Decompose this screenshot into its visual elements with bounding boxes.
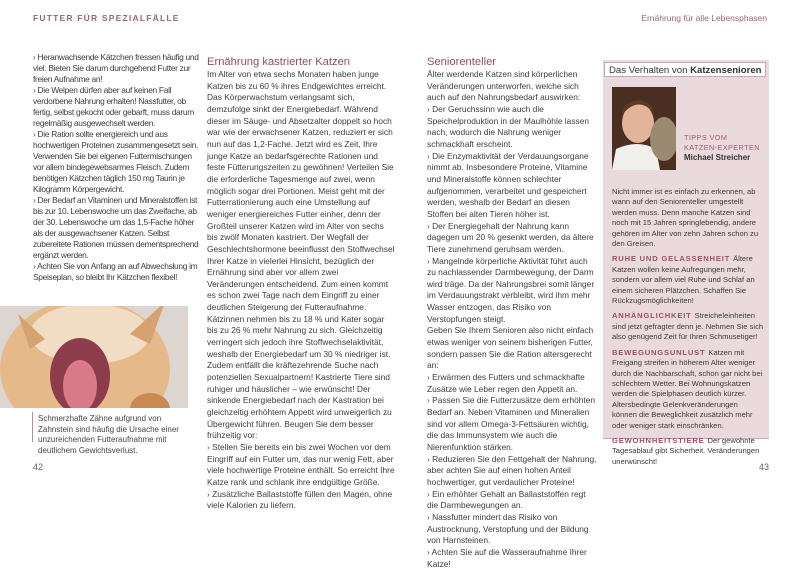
left-column <box>33 52 203 283</box>
expert-name: Michael Streicher <box>684 153 751 162</box>
section-neutered-cats <box>207 56 395 512</box>
box-text <box>612 187 764 472</box>
bullet-item: › Mangelnde körperliche Aktivität führt auch zu nachlassender Darmbewegung, der Darm wird träge. Da der Nahrungsbrei somit länger im Verdauungstrakt verbleibt, wird ihm mehr Wasser entzogen, das Risiko von Verstopfungen steigt. <box>427 256 597 326</box>
expert-tips-box <box>603 60 769 466</box>
box-intro: Nicht immer ist es einfach zu erkennen, ab wann auf den Seniorenteller umgestellt werden muss. Denn manche Katzen sind noch mit 15 Jahren springlebendig, andere gehören im Alter von zehn Jahren schon zu den Greisen. <box>612 187 759 249</box>
expert-credit <box>684 133 760 163</box>
box-item-keyword: RUHE UND GELASSENHEIT <box>612 254 731 264</box>
page-number-left: 42 <box>33 462 44 472</box>
body-text: Geben Sie Ihrem Senioren also nicht einfach etwas weniger von seinem bisherigen Futter, sondern passen Sie die Ration altersgerecht an: <box>427 325 594 371</box>
bullet-item: › Passen Sie die Futterzusätze dem erhöhten Bedarf an. Neben Vitaminen und Mineralien sind vor allem Omega-3-Fettsäuren wichtig, die das Immunsystem wie auch die Nierenfunktion stärken. <box>427 395 597 453</box>
section-heading: Seniorenteller <box>427 56 497 68</box>
bullet-item: › Erwärmen des Futters und schmackhafte Zusätze wie Leber regen den Appetit an. <box>427 372 597 395</box>
caption-rule <box>32 412 33 442</box>
bullet-item: › Der Bedarf an Vitaminen und Mineralstoffen ist bis zur 10. Lebenswoche um das Zweifache, ab der 30. Lebenswoche um das 1,5-Fache höher als der ausgewachsener Katzen. Selbst zubereitete Rationen müssen dementsprechend ergänzt werden. <box>33 195 203 261</box>
section-heading: Ernährung kastrierter Katzen <box>207 56 351 68</box>
body-text: Älter werdende Katzen sind körperlichen Veränderungen unterworfen, welche sich auch auf den Nahrungsbedarf auswirken: <box>427 69 581 103</box>
yawning-cat-photo <box>0 306 188 408</box>
box-item-text: Der gewohnte Tagesablauf gibt Sicherheit. Veränderungen unerwünscht! <box>612 435 760 466</box>
bullet-item: › Stellen Sie bereits ein bis zwei Wochen vor dem Eingriff auf ein Futter um, das nur wenig Fett, aber viele hochwertige Proteine enthält. So erreicht Ihre Katze rank und schlank ihre endgültige Größe. <box>207 442 395 489</box>
bullet-item: › Der Geruchssinn wie auch die Speichelproduktion in der Maulhöhle lassen nach, wodurch die Nahrung weniger schmackhaft erscheint. <box>427 104 597 151</box>
tips-label: KATZEN-EXPERTEN <box>684 143 760 152</box>
box-item <box>612 311 764 342</box>
bullet-item: › Die Enzymaktivität der Verdauungsorgane nimmt ab. Insbesondere Proteine, Vitamine und Mineralstoffe können schlechter aufgenommen, verarbeitet und gespeichert werden, weshalb der Bedarf an diesen Stoffen bei alten Tieren höher ist. <box>427 151 597 221</box>
box-title-bold: Katzensenioren <box>690 65 762 76</box>
box-item-text: Katzen mit Freigang streifen in höherem Alter weniger durch die Nachbarschaft, schon gar nicht bei schlechtem Wetter. Bei Wohnungskatzen werden die Spielphasen deutlich kürzer. Altersbedingte Gelenkveränderungen können die Beweglichkeit zusätzlich mehr oder weniger stark einschränken. <box>612 347 763 430</box>
bullet-item: › Der Energiegehalt der Nahrung kann dagegen um 20 % gesenkt werden, da ältere Tiere zunehmend geruhsam werden. <box>427 221 597 256</box>
box-item <box>612 436 764 467</box>
box-item-keyword: GEWOHNHEITSTIERE <box>612 435 705 445</box>
box-item-keyword: ANHÄNGLICHKEIT <box>612 311 692 321</box>
bullet-item: › Reduzieren Sie den Fettgehalt der Nahrung, aber achten Sie auf einen hohen Anteil hochwertiger, gut verdaulicher Proteine! <box>427 454 597 489</box>
bullet-item: › Die Welpen dürfen aber auf keinen Fall verdorbene Nahrung erhalten! Nassfutter, ob fertig, selbst gekocht oder gebarft, muss darum regelmäßig ausgewechselt werden. <box>33 85 203 129</box>
section-senior-cats <box>427 56 597 570</box>
box-title-plain: Das Verhalten von <box>609 65 691 76</box>
body-text: Im Alter von etwa sechs Monaten haben junge Katzen bis zu 60 % ihres Endgewichtes erreicht. Das Körperwachstum verlangsamt sich, demzufolge sinkt der Energiebedarf. Während dieser im Säuge- und Absetzalter doppelt so hoch war wie der erwachsener Katzen, reduziert er sich nun auf das 1,2-Fache. Jetzt wird es Zeit, Ihre junge Katze an bedarfsgerechte Rationen und feste Fütterungszeiten zu gewöhnen! Verteilen Sie die erforderliche Tagesmenge auf zwei, wenn möglich sogar drei Portionen. Meist geht mit der Futterrationierung auch eine Umstellung auf weniger energiereiches Futter einher, denn der Großteil unserer Katzen wird im Alter von sechs bis zwölf Monaten kastriert. Der Wegfall der Geschlechtshormone beeinflusst den Stoffwechsel Ihrer Katze in vielerlei Hinsicht, bezüglich der Ernährung sind aber vor allem zwei Veränderungen entscheidend. Zum einen kommt es schon zwei Tage nach dem Eingriff zu einer deutlichen Steigerung der Futteraufnahme. Kätzinnen nehmen bis zu 18 % und Kater sogar bis zu 26 % mehr Nahrung zu sich. Gleichzeitig verringert sich jedoch ihre Stoffwechselaktivität, weshalb der Energiebedarf um 30 % niedriger ist. Zudem entfällt die kräftezehrende Suche nach potenziellen Sexualpartnern! Kastrierte Tiere sind ruhiger und häuslicher – wie erwünscht! Der sinkende Energiebedarf nach der Kastration bei gleichzeitig erhöhtem Appetit wird unweigerlich zu Übergewicht führen. Beugen Sie dem besser frühzeitig vor: <box>207 69 395 441</box>
bullet-item: › Die Ration sollte energiereich und aus hochwertigen Proteinen zusammengesetzt sein. Verwenden Sie bei eigenen Futtermischungen vor allem bindegewebsarmes Fleisch. Zudem benötigen Kätzchen täglich 150 mg Taurin je Kilogramm Körpergewicht. <box>33 129 203 195</box>
expert-photo <box>612 87 676 170</box>
bullet-item: › Achten Sie von Anfang an auf Abwechslung im Speiseplan, so bleibt Ihr Kätzchen flexibel! <box>33 261 203 283</box>
bullet-item: › Heranwachsende Kätzchen fressen häufig und viel. Bieten Sie darum durchgehend Futter zur freien Aufnahme an! <box>33 52 203 85</box>
running-head-left: FUTTER FÜR SPEZIALFÄLLE <box>33 13 180 23</box>
box-item-keyword: BEWEGUNGSUNLUST <box>612 347 706 357</box>
box-item <box>612 348 764 431</box>
bullet-item: › Nassfutter mindert das Risiko von Austrocknung, Verstopfung und der Bildung von Harnsteinen. <box>427 512 597 547</box>
box-item-text: Ältere Katzen wollen keine Aufregungen mehr, sondern vor allem viel Ruhe und Schlaf an einem sicheren Plätzchen. Schaffen Sie Rückzugsmöglichkeiten! <box>612 254 755 306</box>
box-item-text: Streicheleinheiten sind jetzt gefragter denn je. Nehmen Sie sich also genügend Zeit für Ihren Schmusetiger! <box>612 311 764 342</box>
box-title <box>604 62 766 77</box>
bullet-item: › Zusätzliche Ballaststoffe füllen den Magen, ohne viele Kalorien zu liefern. <box>207 489 395 512</box>
bullet-item: › Achten Sie auf die Wasseraufnahme Ihrer Katze! <box>427 547 597 570</box>
box-item <box>612 254 764 306</box>
photo-caption: Schmerzhafte Zähne aufgrund von Zahnstein sind häufig die Ursache einer unzureichenden Futteraufnahme mit deutlichem Gewichtsverlust. <box>38 414 179 455</box>
page-number-right: 43 <box>759 462 770 472</box>
bullet-item: › Ein erhöhter Gehalt an Ballaststoffen regt die Darmbewegungen an. <box>427 489 597 512</box>
running-head-right: Ernährung für alle Lebensphasen <box>641 13 767 23</box>
tips-label: TIPPS VOM <box>684 133 728 142</box>
